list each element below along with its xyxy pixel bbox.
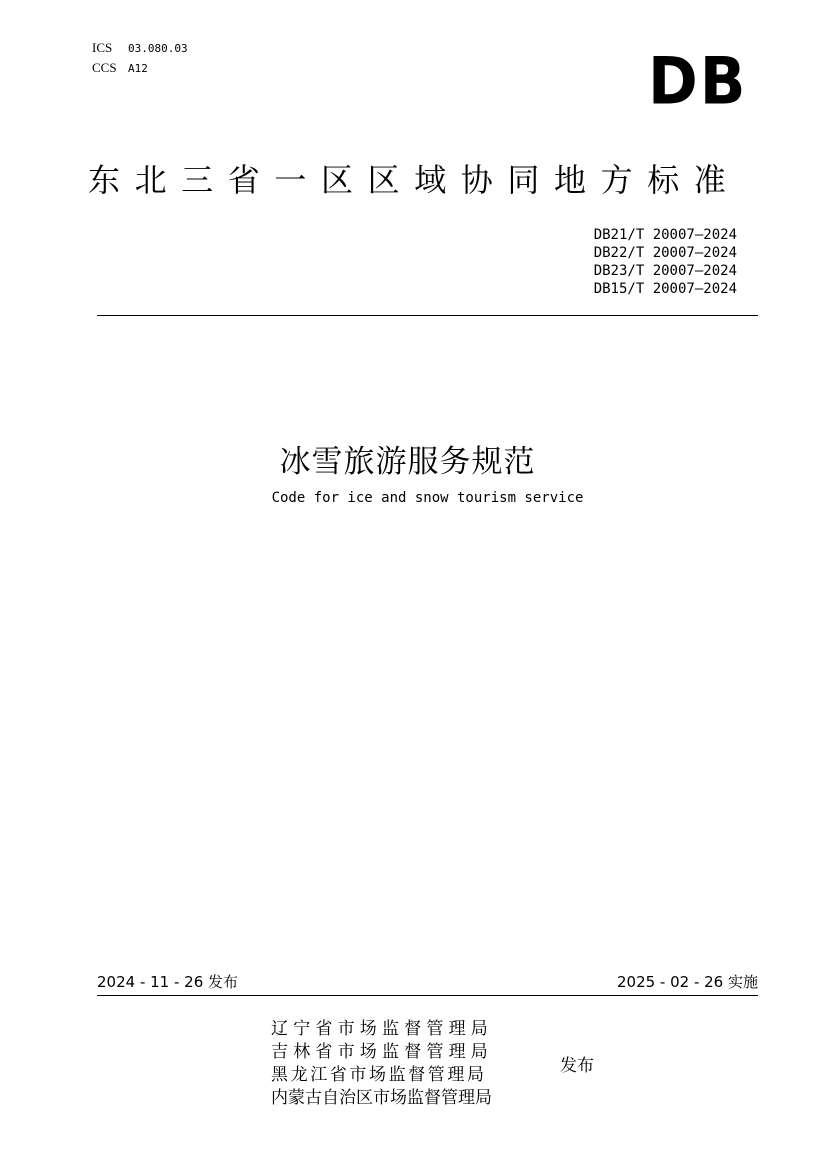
standard-numbers [594, 226, 737, 298]
ics-value: 03.080.03 [128, 42, 188, 55]
standard-type-title: 东北三省一区区域协同地方标准 [88, 161, 741, 199]
classification-codes [92, 38, 188, 78]
ccs-label: CCS [92, 60, 117, 75]
ics-label: ICS [92, 40, 113, 55]
header-divider [97, 315, 758, 316]
db-logo: DB [648, 44, 748, 120]
issuer-heilongjiang: 黑龙江省市场监督管理局 [271, 1065, 487, 1085]
ccs-line [92, 58, 188, 78]
standard-number: DB23/T 20007—2024 [593, 263, 737, 279]
document-title-en: Code for ice and snow tourism service [271, 490, 584, 506]
standard-number: DB21/T 20007—2024 [593, 227, 737, 243]
ccs-value: A12 [128, 62, 148, 75]
issuer-liaoning: 辽宁省市场监督管理局 [271, 1019, 493, 1039]
issuing-authorities [271, 1018, 521, 1110]
standard-number: DB22/T 20007—2024 [593, 245, 737, 261]
issuer-jilin: 吉林省市场监督管理局 [271, 1042, 493, 1062]
document-title-cn: 冰雪旅游服务规范 [279, 444, 536, 480]
footer-divider [97, 995, 758, 996]
implementation-date: 2025 - 02 - 26 实施 [616, 973, 758, 991]
publish-label: 发布 [560, 1056, 594, 1076]
release-date: 2024 - 11 - 26 发布 [97, 973, 239, 991]
issuer-inner-mongolia: 内蒙古自治区市场监督管理局 [271, 1088, 492, 1108]
ics-line [92, 38, 188, 58]
standard-number: DB15/T 20007—2024 [593, 281, 737, 297]
